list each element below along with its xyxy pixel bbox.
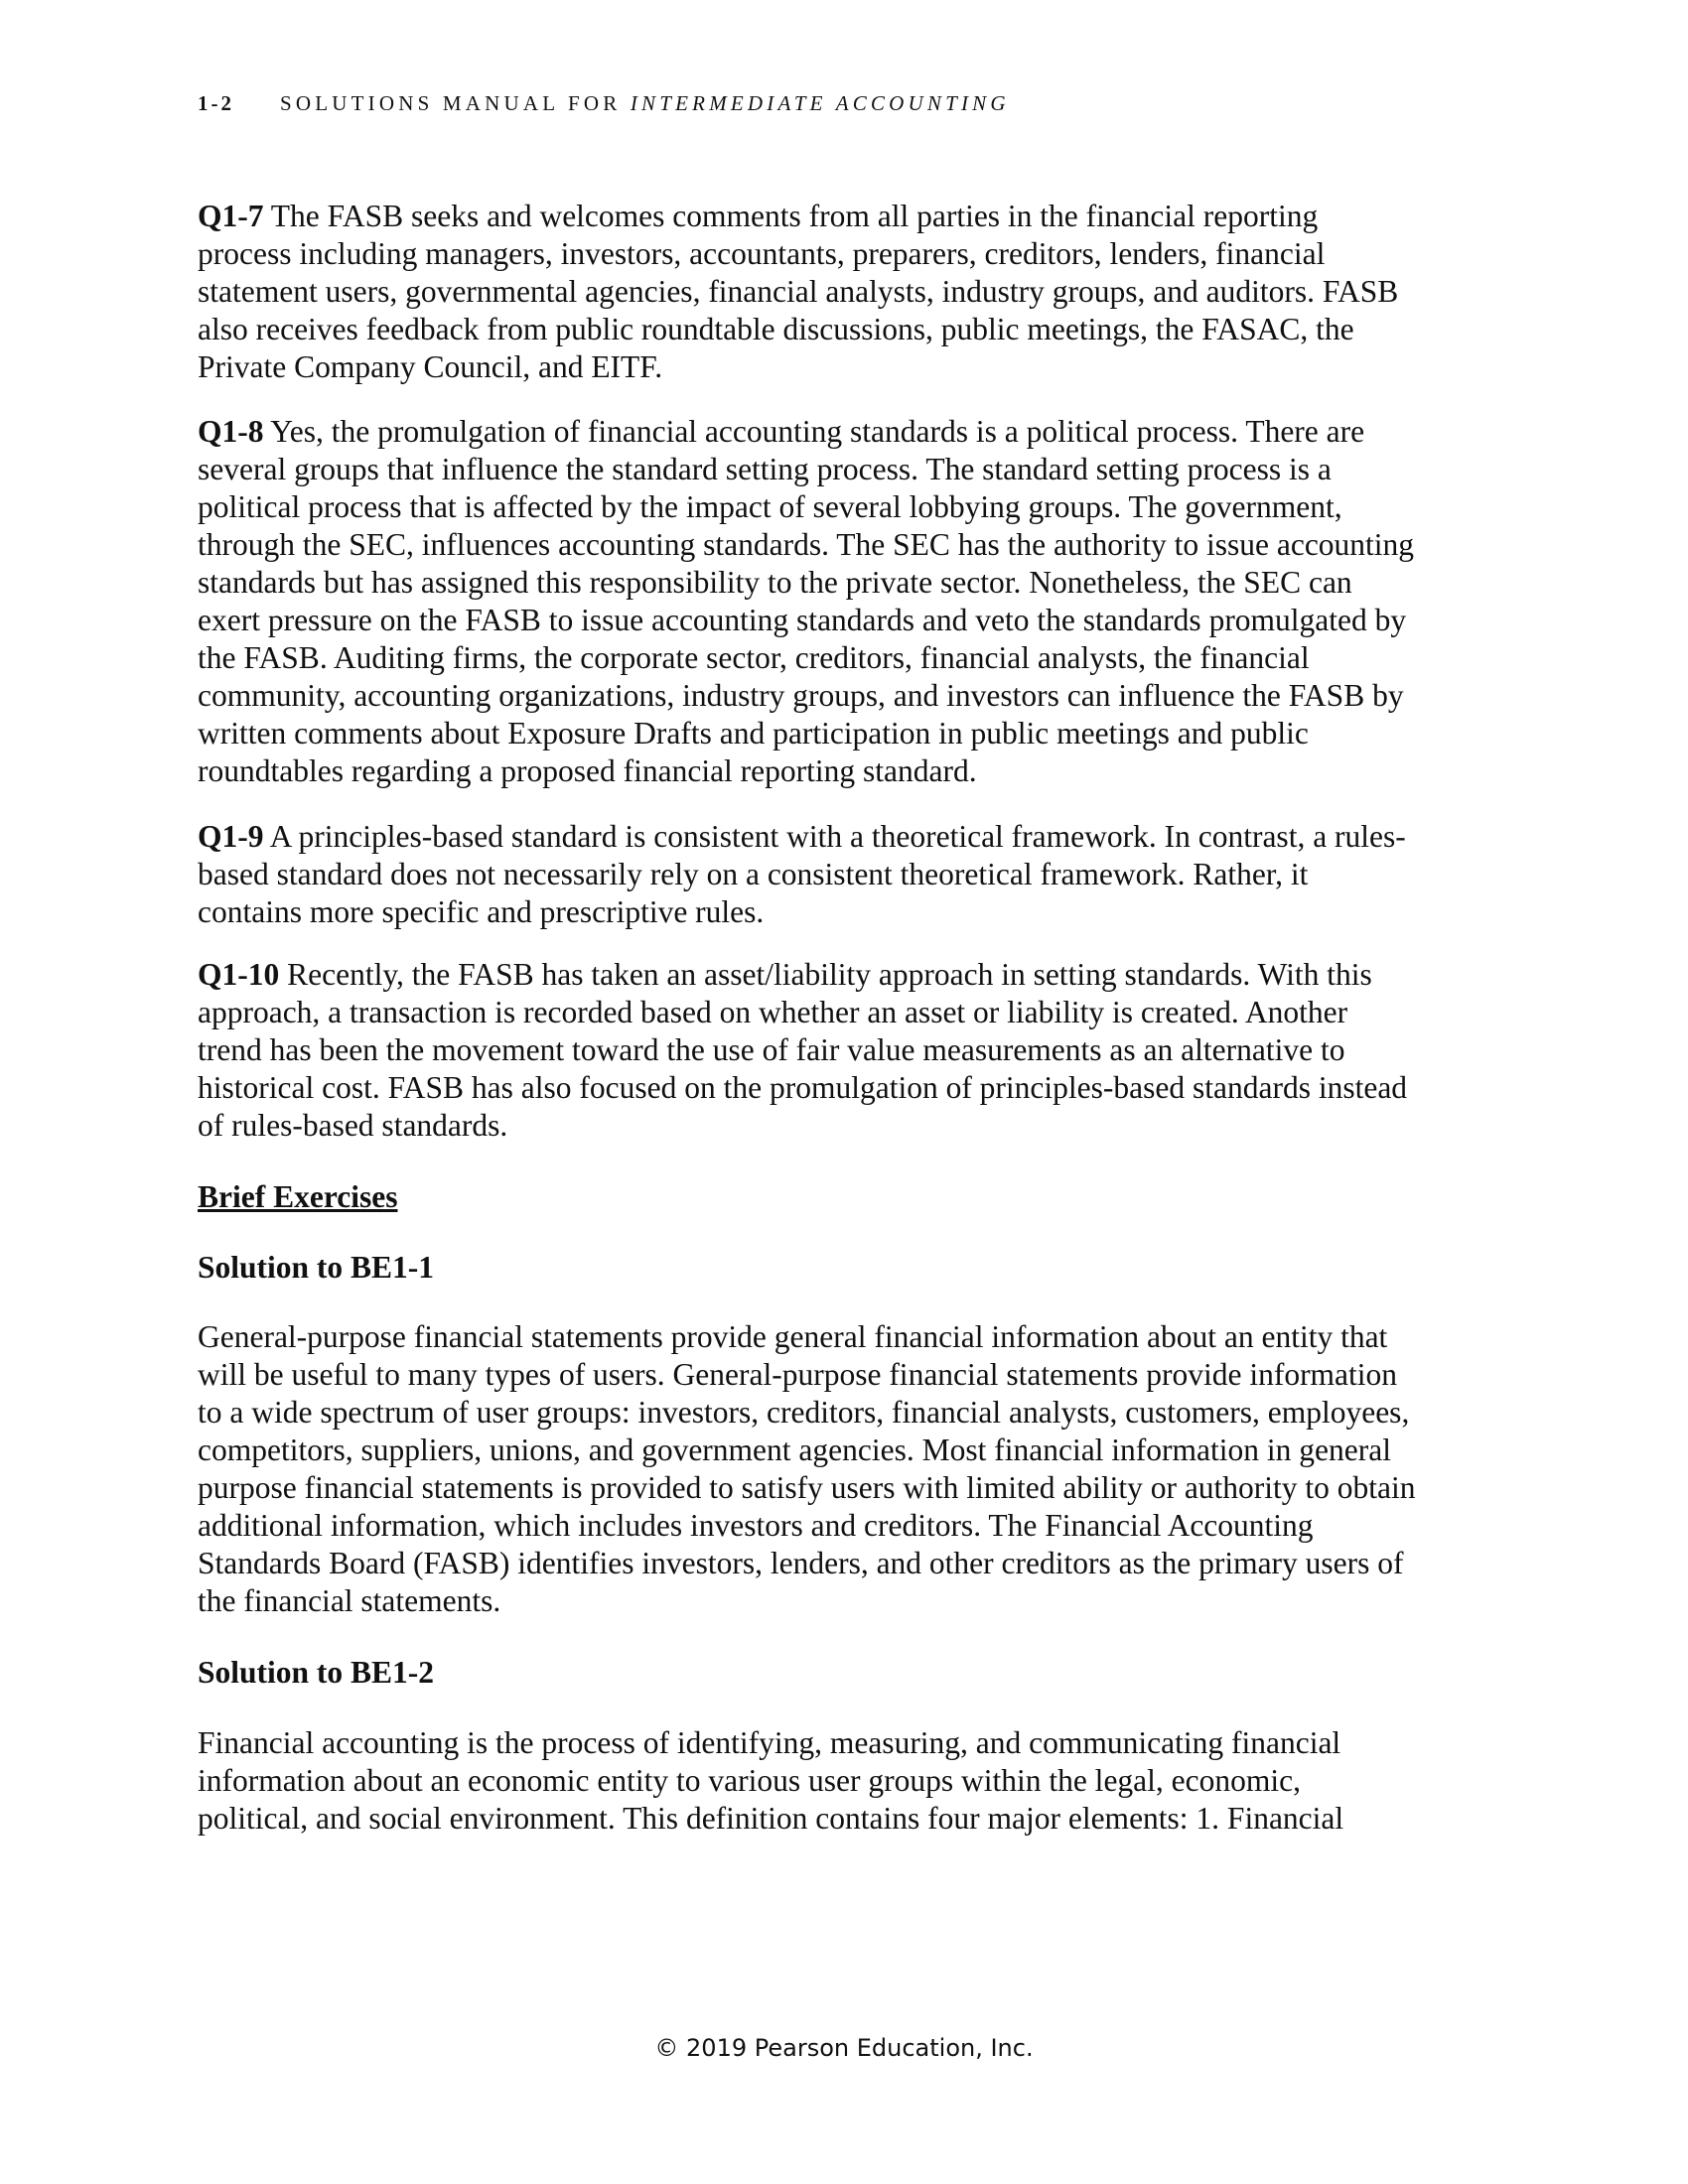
text-line: approach, a transaction is recorded based on whether an asset or liability is created. Another bbox=[198, 995, 1348, 1029]
text-line: will be useful to many types of users. General-purpose financial statements provide information bbox=[198, 1357, 1398, 1392]
header-title: SOLUTIONS MANUAL FOR bbox=[280, 91, 622, 115]
answer-q1-8 bbox=[198, 413, 1414, 790]
answer-q1-9 bbox=[198, 818, 1406, 931]
text-line: Yes, the promulgation of financial accounting standards is a political process. There are bbox=[263, 414, 1365, 449]
text-line: through the SEC, influences accounting standards. The SEC has the authority to issue accounting bbox=[198, 527, 1415, 562]
text-line: exert pressure on the FASB to issue accounting standards and veto the standards promulgated by bbox=[198, 603, 1407, 637]
answer-q1-7 bbox=[198, 198, 1398, 386]
solution-heading: Solution to BE1-1 bbox=[198, 1250, 435, 1285]
brief-exercises-heading: Brief Exercises bbox=[198, 1179, 398, 1214]
answer-q1-10 bbox=[198, 956, 1407, 1145]
running-header bbox=[198, 91, 1010, 116]
text-line: standards but has assigned this responsibility to the private sector. Nonetheless, the SEC can bbox=[198, 565, 1352, 600]
text-line: information about an economic entity to various user groups within the legal, economic, bbox=[198, 1763, 1301, 1798]
solution-be1-1-body bbox=[198, 1318, 1416, 1620]
text-line: several groups that influence the standard setting process. The standard setting process is a bbox=[198, 452, 1332, 486]
page-number: 1-2 bbox=[198, 91, 234, 115]
text-line: also receives feedback from public roundtable discussions, public meetings, the FASAC, the bbox=[198, 312, 1354, 346]
text-line: political process that is affected by the impact of several lobbying groups. The government, bbox=[198, 489, 1342, 524]
text-line: statement users, governmental agencies, financial analysts, industry groups, and auditors. FASB bbox=[198, 274, 1399, 309]
question-label: Q1-8 bbox=[198, 414, 264, 449]
text-line: political, and social environment. This definition contains four major elements: 1. Financial bbox=[198, 1801, 1344, 1836]
text-line: roundtables regarding a proposed financial reporting standard. bbox=[198, 753, 977, 788]
header-book-title: INTERMEDIATE ACCOUNTING bbox=[630, 91, 1010, 115]
text-line: competitors, suppliers, unions, and government agencies. Most financial information in general bbox=[198, 1433, 1391, 1467]
question-label: Q1-9 bbox=[198, 819, 264, 854]
text-line: Private Company Council, and EITF. bbox=[198, 349, 663, 384]
solution-be1-2-body bbox=[198, 1724, 1343, 1838]
text-line: based standard does not necessarily rely on a consistent theoretical framework. Rather, it bbox=[198, 857, 1309, 891]
text-line: A principles-based standard is consistent with a theoretical framework. In contrast, a rules- bbox=[263, 819, 1406, 854]
text-line: Recently, the FASB has taken an asset/liability approach in setting standards. With this bbox=[279, 957, 1372, 992]
text-line: process including managers, investors, accountants, preparers, creditors, lenders, financial bbox=[198, 236, 1326, 271]
text-line: the FASB. Auditing firms, the corporate sector, creditors, financial analysts, the financial bbox=[198, 640, 1310, 675]
text-line: additional information, which includes investors and creditors. The Financial Accounting bbox=[198, 1508, 1314, 1543]
text-line: General-purpose financial statements provide general financial information about an entity that bbox=[198, 1319, 1388, 1354]
question-label: Q1-7 bbox=[198, 199, 264, 233]
text-line: the financial statements. bbox=[198, 1583, 501, 1618]
text-line: purpose financial statements is provided to satisfy users with limited ability or authority to obtain bbox=[198, 1470, 1416, 1505]
solution-heading: Solution to BE1-2 bbox=[198, 1655, 435, 1690]
text-line: Financial accounting is the process of identifying, measuring, and communicating financial bbox=[198, 1725, 1341, 1760]
text-line: contains more specific and prescriptive rules. bbox=[198, 894, 765, 929]
text-line: community, accounting organizations, industry groups, and investors can influence the FASB by bbox=[198, 678, 1404, 713]
text-line: Standards Board (FASB) identifies investors, lenders, and other creditors as the primary users of bbox=[198, 1546, 1404, 1580]
section-heading bbox=[198, 1178, 397, 1216]
text-line: The FASB seeks and welcomes comments from all parties in the financial reporting bbox=[263, 199, 1319, 233]
text-line: to a wide spectrum of user groups: investors, creditors, financial analysts, customers, employees, bbox=[198, 1395, 1410, 1430]
text-line: of rules-based standards. bbox=[198, 1108, 508, 1143]
text-line: written comments about Exposure Drafts and participation in public meetings and public bbox=[198, 716, 1309, 751]
solution-be1-1-heading bbox=[198, 1249, 434, 1287]
question-label: Q1-10 bbox=[198, 957, 280, 992]
text-line: trend has been the movement toward the use of fair value measurements as an alternative to bbox=[198, 1032, 1345, 1067]
text-line: historical cost. FASB has also focused on the promulgation of principles-based standards instead bbox=[198, 1070, 1408, 1105]
solution-be1-2-heading bbox=[198, 1654, 434, 1692]
copyright-footer: © 2019 Pearson Education, Inc. bbox=[654, 2034, 1034, 2062]
